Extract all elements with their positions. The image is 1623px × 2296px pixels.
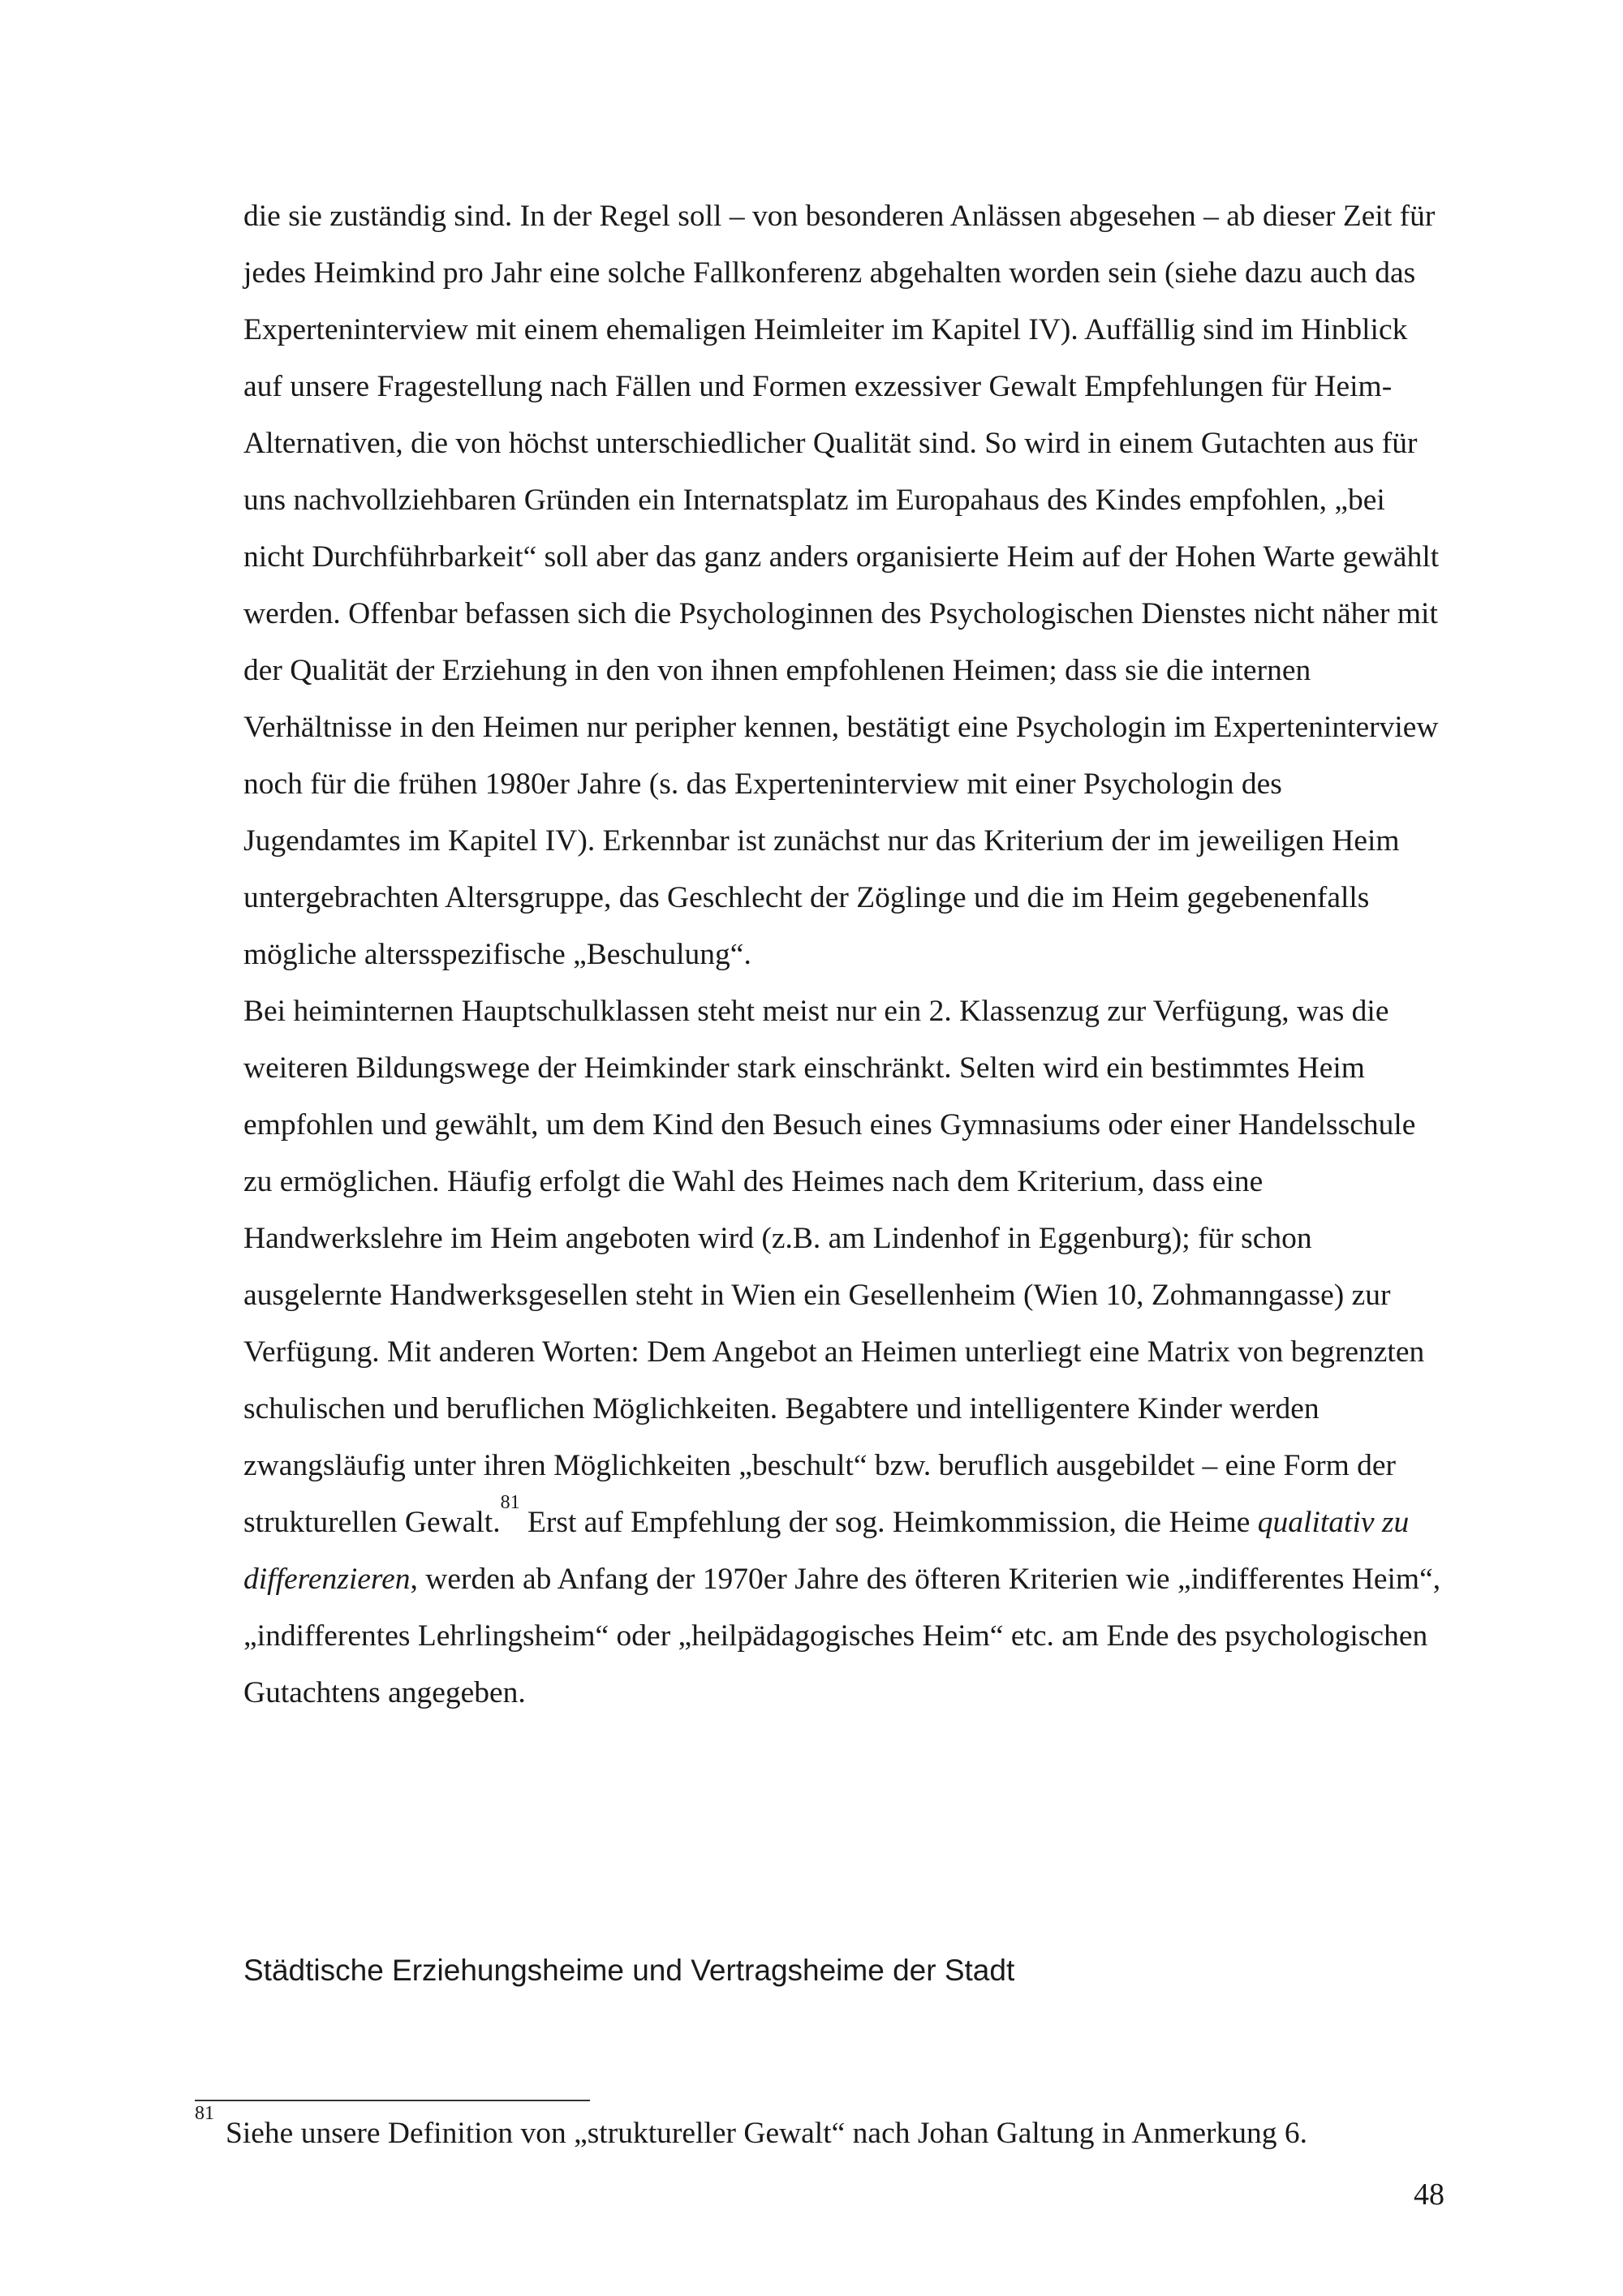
italic-phrase: qualitativ zu differenzieren bbox=[243, 1506, 1410, 1596]
body-text bbox=[243, 188, 1444, 1722]
footnote-divider bbox=[195, 2100, 590, 2101]
section-heading: Städtische Erziehungsheime und Vertragsheime der Stadt bbox=[243, 1954, 1015, 1987]
paragraph-2-part-3: , werden ab Anfang der 1970er Jahre des öfteren Kriterien wie „indifferentes Heim“, „indifferentes Lehrlingsheim“ oder „heilpädagogisches Heim“ etc. am Ende des psychologischen Gutachtens angegeben. bbox=[243, 1563, 1441, 1709]
paragraph-1: die sie zuständig sind. In der Regel soll – von besonderen Anlässen abgesehen – ab dieser Zeit für jedes Heimkind pro Jahr eine solche Fallkonferenz abgehalten worden sein (siehe dazu auch das Experteninterview mit einem ehemaligen Heimleiter im Kapitel IV). Auffällig sind im Hinblick auf unsere Fragestellung nach Fällen und Formen exzessiver Gewalt Empfehlungen für Heim-Alternativen, die von höchst unterschiedlicher Qualität sind. So wird in einem Gutachten aus für uns nachvollziehbaren Gründen ein Internatsplatz im Europahaus des Kindes empfohlen, „bei nicht Durchführbarkeit“ soll aber das ganz anders organisierte Heim auf der Hohen Warte gewählt werden. Offenbar befassen sich die Psychologinnen des Psychologischen Dienstes nicht näher mit der Qualität der Erziehung in den von ihnen empfohlenen Heimen; dass sie die internen Verhältnisse in den Heimen nur peripher kennen, bestätigt eine Psychologin im Experteninterview noch für die frühen 1980er Jahre (s. das Experteninterview mit einer Psychologin des Jugendamtes im Kapitel IV). Erkennbar ist zunächst nur das Kriterium der im jeweiligen Heim untergebrachten Altersgruppe, das Geschlecht der Zöglinge und die im Heim gegebenenfalls mögliche altersspezifische „Beschulung“. bbox=[243, 200, 1440, 971]
page-number: 48 bbox=[1414, 2178, 1444, 2212]
paragraph-2-part-1: Bei heiminternen Hauptschulklassen steht meist nur ein 2. Klassenzug zur Verfügung, was die weiteren Bildungswege der Heimkinder stark einschränkt. Selten wird ein bestimmtes Heim empfohlen und gewählt, um dem Kind den Besuch eines Gymnasiums oder einer Handelsschule zu ermöglichen. Häufig erfolgt die Wahl des Heimes nach dem Kriterium, dass eine Handwerkslehre im Heim angeboten wird (z.B. am Lindenhof in Eggenburg); für schon ausgelernte Handwerksgesellen steht in Wien ein Gesellenheim (Wien 10, Zohmanngasse) zur Verfügung. Mit anderen Worten: Dem Angebot an Heimen unterliegt eine Matrix von begrenzten schulischen und beruflichen Möglichkeiten. Begabtere und intelligentere Kinder werden zwangsläufig unter ihren Möglichkeiten „beschult“ bzw. beruflich ausgebildet – eine Form der strukturellen Gewalt. bbox=[243, 995, 1425, 1539]
footnote bbox=[195, 2102, 1444, 2154]
footnote-number: 81 bbox=[195, 2102, 214, 2124]
paragraph-2-part-2: Erst auf Empfehlung der sog. Heimkommission, die Heime bbox=[519, 1506, 1258, 1539]
footnote-text: Siehe unsere Definition von „struktureller Gewalt“ nach Johan Galtung in Anmerkung 6. bbox=[226, 2117, 1307, 2150]
footnote-reference[interactable]: 81 bbox=[500, 1491, 520, 1513]
paragraph-2 bbox=[243, 983, 1444, 1722]
